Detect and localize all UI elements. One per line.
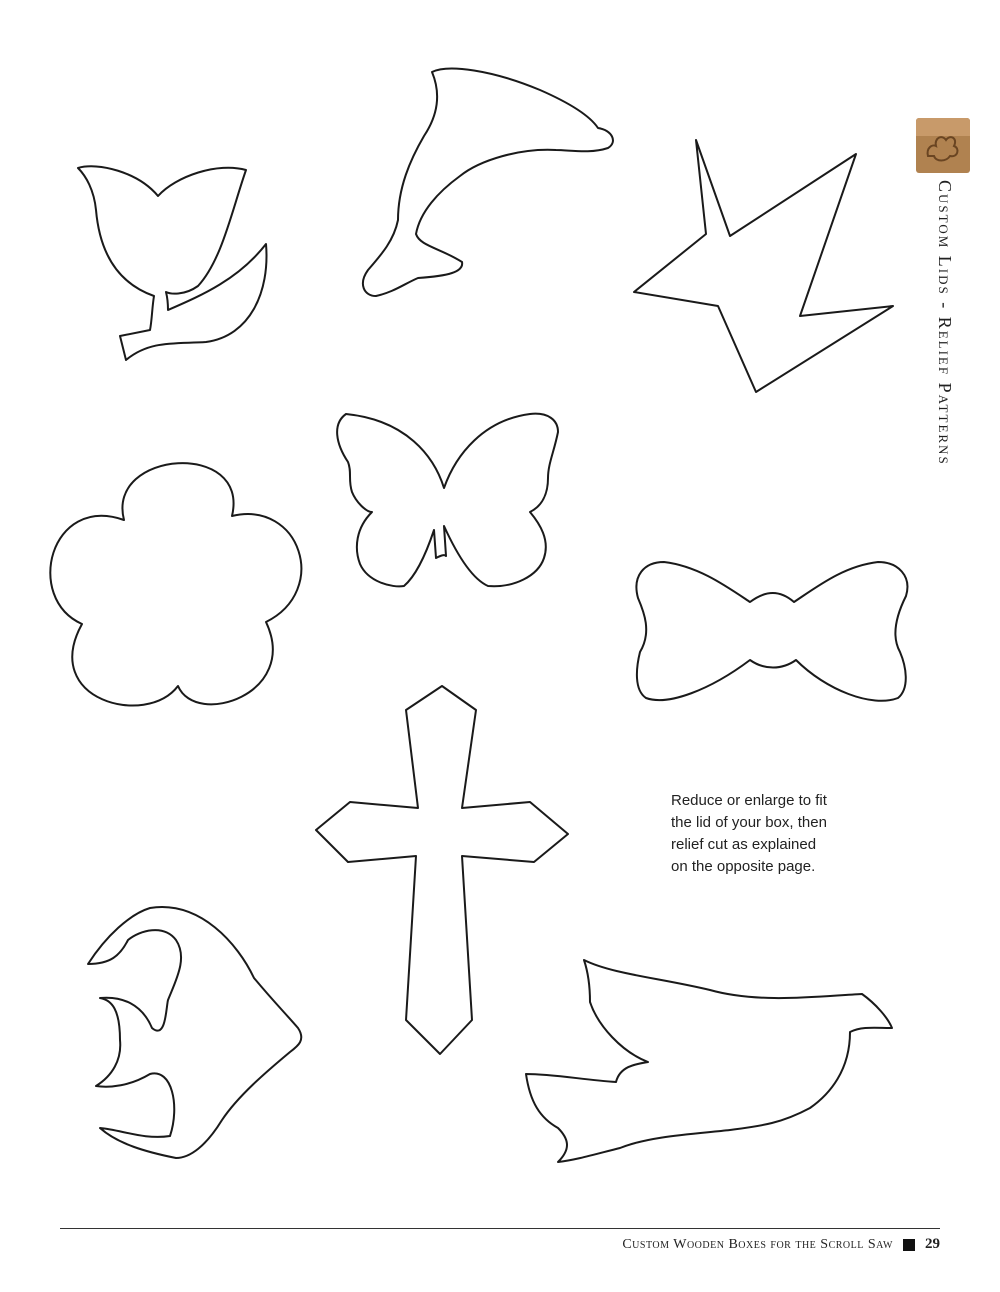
instruction-line: the lid of your box, then [671,814,827,831]
book-title: Custom Wooden Boxes for the Scroll Saw [622,1236,893,1252]
dolphin-icon [363,69,613,296]
tulip-icon [78,166,267,360]
instruction-line: on the opposite page. [671,858,816,875]
page-footer [622,1236,940,1253]
cross-icon [316,686,568,1054]
star-icon [634,140,893,392]
bow-icon [636,562,907,701]
square-icon [903,1239,915,1251]
butterfly-icon [337,414,558,587]
section-title: Custom Lids - Relief Patterns [935,180,955,466]
instruction-text [671,790,881,878]
flower-icon [50,463,301,705]
instruction-line: Reduce or enlarge to fit [671,792,827,809]
page-number: 29 [925,1236,940,1252]
dove-icon [526,960,892,1162]
footer-divider [60,1228,940,1229]
instruction-line: relief cut as explained [671,836,817,853]
fish-icon [88,907,301,1158]
